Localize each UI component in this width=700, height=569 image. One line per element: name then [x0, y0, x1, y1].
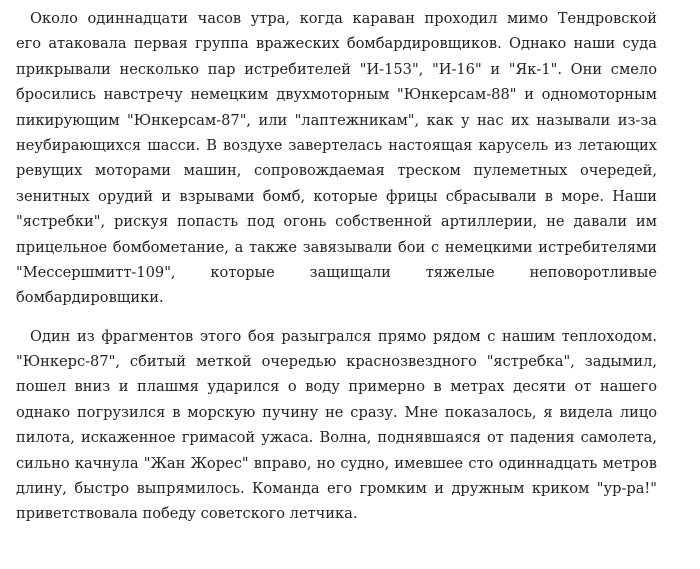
text-line: ревущих моторами машин, сопровождаемая треском пулеметных очередей,	[16, 162, 657, 180]
text-line: сильно качнула "Жан Жорес" вправо, но судно, имевшее сто одиннадцать метров	[16, 454, 657, 472]
text-line: Один из фрагментов этого боя разыгрался прямо рядом с нашим теплоходом.	[30, 327, 657, 345]
text-line: его атаковала первая группа вражеских бомбардировщиков. Однако наши суда	[16, 35, 657, 53]
text-line: бросились навстречу немецким двухмоторным "Юнкерсам-88" и одномоторным	[16, 86, 657, 104]
text-line: Около одиннадцати часов утра, когда караван проходил мимо Тендровской	[30, 10, 657, 27]
text-line: длину, быстро выпрямилось. Команда его громким и дружным криком "ур-ра!"	[16, 480, 657, 498]
paragraph-1	[16, 6, 657, 311]
text-line: зенитных орудий и взрывами бомб, которые фрицы сбрасывали в море. Наши	[16, 187, 657, 205]
text-line: однако погрузился в морскую пучину не сразу. Мне показалось, я видела лицо	[16, 403, 657, 421]
text-line: "Юнкерс-87", сбитый меткой очередью краснозвездного "ястребка", задымил,	[16, 353, 657, 371]
text-line: приветствовала победу советского летчика.	[16, 505, 358, 523]
text-line: пикирующим "Юнкерсам-87", или "лаптежникам", как у нас их называли из-за	[16, 111, 657, 129]
paragraph-spacer	[16, 311, 657, 324]
text-line: пилота, искаженное гримасой ужаса. Волна, поднявшаяся от падения самолета,	[16, 429, 657, 447]
text-line: "ястребки", рискуя попасть под огонь собственной артиллерии, не давали им	[16, 213, 657, 231]
text-line: бомбардировщики.	[16, 289, 164, 307]
text-line: пошел вниз и плашмя ударился о воду примерно в метрах десяти от нашего	[16, 378, 657, 396]
text-line: прицельное бомбометание, а также завязывали бои с немецкими истребителями	[16, 238, 657, 256]
text-line: "Мессершмитт-109", которые защищали тяжелые неповоротливые	[16, 263, 657, 281]
paragraph-2	[16, 324, 657, 527]
document-body	[16, 6, 657, 527]
text-line: прикрывали несколько пар истребителей "И-153", "И-16" и "Як-1". Они смело	[16, 60, 657, 78]
text-line: неубирающихся шасси. В воздухе завертелась настоящая карусель из летающих	[16, 136, 657, 154]
